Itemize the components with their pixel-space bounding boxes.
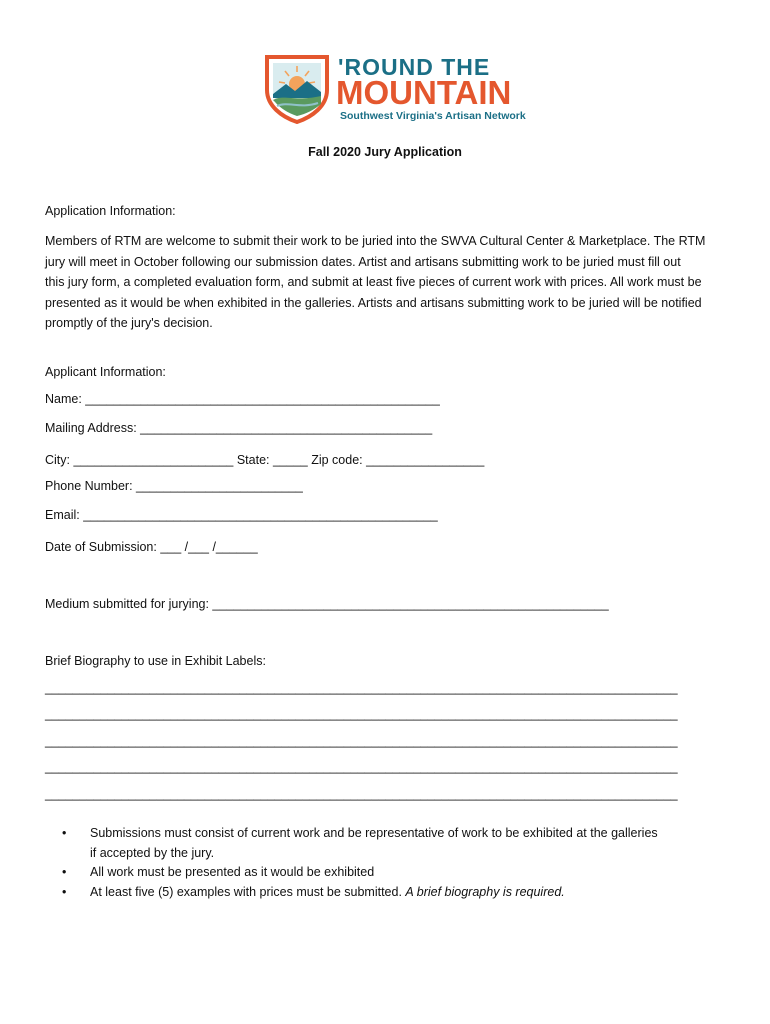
application-info-heading: Application Information: — [45, 204, 176, 218]
list-item-text — [90, 883, 742, 903]
list-item — [62, 863, 742, 883]
date-of-submission-field[interactable]: Date of Submission: ___ /___ /______ — [45, 540, 258, 554]
paragraph-line: jury will meet in October following our submission dates. Artist and artisans submitting work to be juried must fill out — [45, 254, 681, 269]
name-field[interactable]: Name: ___________________________________________________ — [45, 392, 440, 406]
bullet-icon: • — [62, 884, 67, 899]
list-item — [62, 824, 742, 863]
medium-field[interactable]: Medium submitted for jurying: _________________________________________________________ — [45, 597, 609, 611]
paragraph-line: promptly of the jury's decision. — [45, 316, 213, 330]
biography-line[interactable]: ___________________________________________________________________________________________ — [45, 734, 678, 748]
bullet-icon: • — [62, 826, 67, 840]
mountain-shield-icon — [264, 54, 330, 124]
city-state-zip-field[interactable]: City: _______________________ State: _____ Zip code: _________________ — [45, 453, 485, 467]
rtm-logo — [264, 52, 526, 128]
logo-tagline: Southwest Virginia's Artisan Network — [340, 110, 526, 122]
biography-line[interactable]: ___________________________________________________________________________________________ — [45, 707, 678, 721]
application-info-paragraph — [45, 231, 735, 334]
biography-label: Brief Biography to use in Exhibit Labels: — [45, 654, 266, 668]
biography-line[interactable]: ___________________________________________________________________________________________ — [45, 681, 678, 695]
page-title: Fall 2020 Jury Application — [308, 145, 462, 159]
list-item — [62, 883, 742, 903]
paragraph-line: this jury form, a completed evaluation form, and submit at least five pieces of current work with prices. All work must be — [45, 275, 702, 289]
list-item-text-plain: At least five (5) examples with prices must be submitted. — [90, 884, 406, 899]
list-item-text: if accepted by the jury. — [90, 845, 215, 860]
bullet-icon: • — [62, 865, 67, 879]
email-field[interactable]: Email: ___________________________________________________ — [45, 508, 438, 522]
list-item-text: All work must be presented as it would be exhibited — [90, 865, 375, 879]
biography-required-note: A brief biography is required. — [405, 884, 565, 899]
phone-number-field[interactable]: Phone Number: ________________________ — [45, 479, 303, 493]
paragraph-line: presented as it would be when exhibited in the galleries. Artists and artisans submitting work to be juried will be notified — [45, 295, 702, 310]
mailing-address-field[interactable]: Mailing Address: __________________________________________ — [45, 421, 433, 435]
logo-text-mountain: MOUNTAIN — [336, 74, 512, 111]
paragraph-line: Members of RTM are welcome to submit their work to be juried into the SWVA Cultural Center & Marketplace. The RTM — [45, 234, 706, 248]
list-item-text: Submissions must consist of current work and be representative of work to be exhibited at the galleries — [90, 826, 658, 840]
logo-text-round-the: 'ROUND THE — [338, 54, 491, 80]
biography-line[interactable]: ___________________________________________________________________________________________ — [45, 760, 678, 774]
requirements-list — [62, 824, 742, 902]
applicant-info-heading: Applicant Information: — [45, 365, 166, 379]
biography-line[interactable]: ___________________________________________________________________________________________ — [45, 787, 678, 801]
